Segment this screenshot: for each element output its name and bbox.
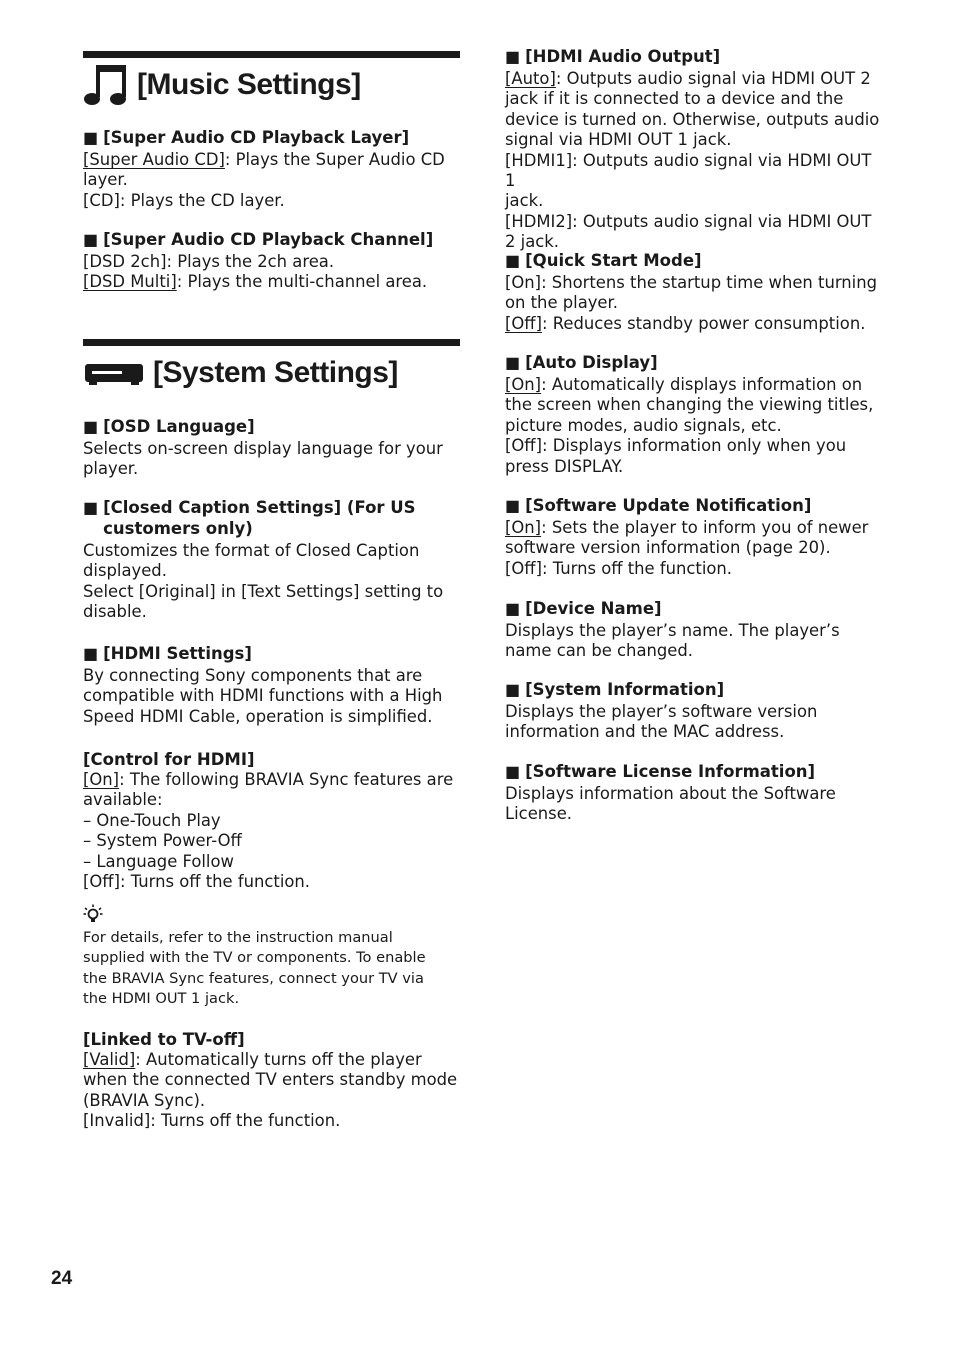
section-title: ■ [System Information]	[505, 680, 725, 699]
setting-hdmi-audio-output	[505, 46, 885, 253]
setting-linked-to-tv-off	[83, 1029, 460, 1132]
section-title: [Control for HDMI]	[83, 750, 255, 769]
section-title: ■ [HDMI Settings]	[83, 644, 252, 663]
section-title: ■ [Closed Caption Settings] (For US customers only)	[83, 498, 416, 538]
setting-closed-caption	[83, 497, 460, 623]
section-body: [On]: Automatically displays information on the screen when changing the viewing titles, picture modes, audio signals, etc. [Off]: Displays information only when you press DISPLAY.	[505, 375, 874, 476]
music-settings-title: [Music Settings]	[137, 68, 361, 101]
section-body: By connecting Sony components that are compatible with HDMI functions with a High Speed HDMI Cable, operation is simplified.	[83, 666, 443, 726]
section-body: Displays the player’s name. The player’s name can be changed.	[505, 621, 840, 661]
section-title: ■ [Super Audio CD Playback Channel]	[83, 230, 434, 249]
section-body: Displays information about the Software License.	[505, 784, 836, 824]
setting-auto-display	[505, 352, 885, 477]
setting-software-license-information	[505, 761, 885, 825]
section-title: ■ [Device Name]	[505, 599, 662, 618]
setting-system-information	[505, 679, 885, 743]
system-settings-title: [System Settings]	[153, 356, 398, 389]
section-body: [Auto]: Outputs audio signal via HDMI OUT 2 jack if it is connected to a device and the device is turned on. Otherwise, outputs audio signal via HDMI OUT 1 jack. [HDMI1]: Outputs audio signal via HDMI OUT 1 jack. [HDMI2]: Outputs audio signal via HDMI OUT 2 jack.	[505, 69, 880, 252]
setting-quick-start-mode	[505, 250, 885, 334]
section-title: ■ [HDMI Audio Output]	[505, 47, 721, 66]
setting-device-name	[505, 598, 885, 662]
setting-super-audio-cd-layer	[83, 127, 460, 211]
music-note-icon	[83, 63, 129, 107]
lightbulb-hint-icon	[83, 904, 103, 924]
section-body: [DSD 2ch]: Plays the 2ch area. [DSD Multi]: Plays the multi-channel area.	[83, 252, 428, 292]
setting-super-audio-cd-channel	[83, 229, 460, 293]
section-body: [On]: Sets the player to inform you of newer software version information (page 20). [Off]: Turns off the function.	[505, 518, 869, 578]
section-body: [Super Audio CD]: Plays the Super Audio CD layer. [CD]: Plays the CD layer.	[83, 150, 445, 210]
section-body: Customizes the format of Closed Caption displayed. Select [Original] in [Text Settings] setting to disable.	[83, 541, 444, 622]
music-settings-heading	[83, 62, 460, 108]
section-body: Selects on-screen display language for your player.	[83, 439, 443, 479]
setting-hdmi-settings	[83, 643, 460, 727]
section-title: ■ [Super Audio CD Playback Layer]	[83, 128, 410, 147]
section-title: ■ [OSD Language]	[83, 417, 255, 436]
section-body: [On]: Shortens the startup time when turning on the player. [Off]: Reduces standby power consumption.	[505, 273, 878, 333]
player-device-icon	[83, 358, 145, 388]
section-body: Displays the player’s software version information and the MAC address.	[505, 702, 818, 742]
section-body: [Valid]: Automatically turns off the player when the connected TV enters standby mode (BRAVIA Sync). [Invalid]: Turns off the function.	[83, 1050, 458, 1131]
section-body: [On]: The following BRAVIA Sync features are available: – One-Touch Play – System Power-Off – Language Follow [Off]: Turns off the function.	[83, 770, 454, 892]
section-title: ■ [Software Update Notification]	[505, 496, 812, 515]
music-settings-rule	[83, 51, 460, 58]
system-settings-rule	[83, 339, 460, 346]
hint-text: For details, refer to the instruction manual supplied with the TV or components. To enable the BRAVIA Sync features, connect your TV via the HDMI OUT 1 jack.	[83, 929, 426, 1007]
section-title: ■ [Quick Start Mode]	[505, 251, 702, 270]
setting-control-for-hdmi	[83, 749, 460, 892]
hint-block	[83, 904, 460, 1009]
section-title: ■ [Software License Information]	[505, 762, 816, 781]
section-title: [Linked to TV-off]	[83, 1030, 245, 1049]
setting-osd-language	[83, 416, 460, 480]
system-settings-heading	[83, 350, 460, 396]
section-title: ■ [Auto Display]	[505, 353, 658, 372]
page-number: 24	[51, 1268, 73, 1289]
setting-software-update-notification	[505, 495, 885, 579]
